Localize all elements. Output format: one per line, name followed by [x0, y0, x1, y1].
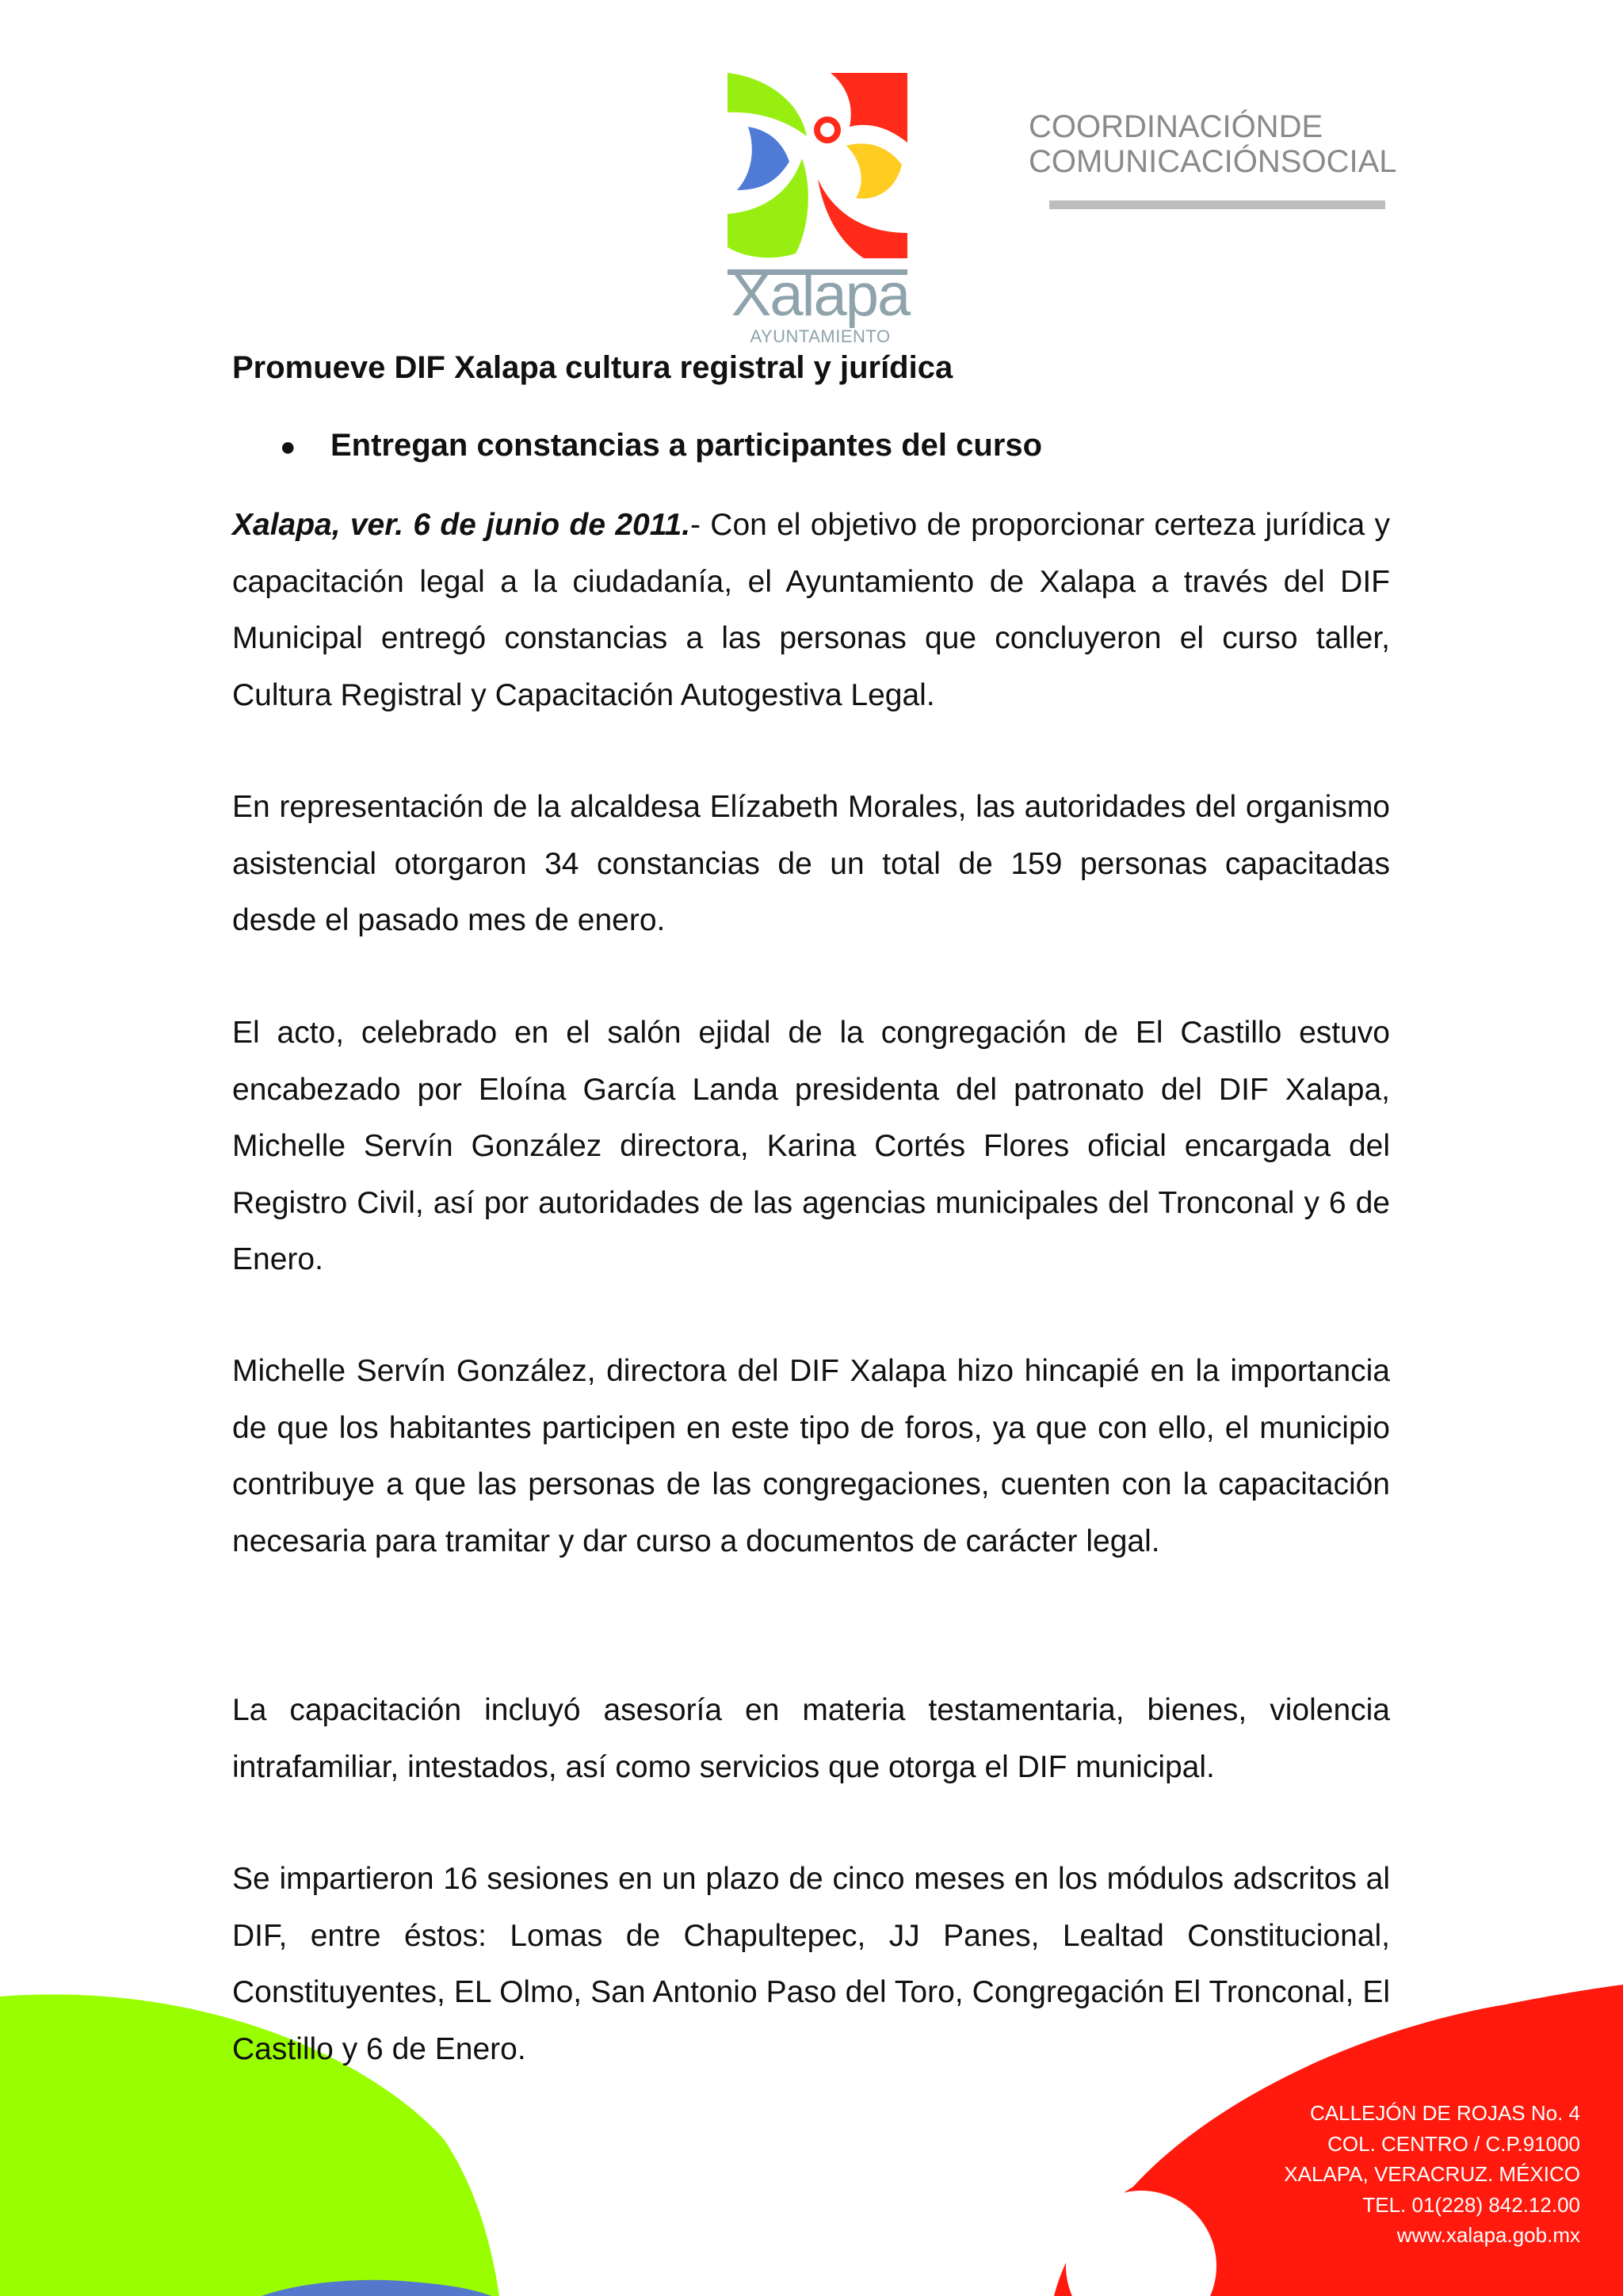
- article-bullet: [280, 426, 1042, 466]
- address-website[interactable]: www.xalapa.gob.mx: [1396, 2223, 1580, 2247]
- footer-address: [1284, 2098, 1580, 2251]
- department-divider: [1049, 200, 1385, 209]
- paragraph-5: Se impartieron 16 sesiones en un plazo de cinco meses en los módulos adscritos al DIF, entre éstos: Lomas de Chapultepec, JJ Panes, Lealtad Constitucional, Constituyentes, EL Olmo, San Antonio Paso del Toro, Congregación El Tronconal, El Castillo y 6 de Enero.: [232, 1862, 1390, 2066]
- department-heading: [1029, 109, 1397, 179]
- lead-text: - Con el objetivo de proporcionar certeza jurídica y capacitación legal a la ciudadanía, el Ayuntamiento de Xalapa a través del DIF Municipal entregó constancias a las personas que concluyeron el curso taller, Cultura Registral y Capacitación Autogestiva Legal.: [232, 508, 1390, 712]
- logo-subtitle: AYUNTAMIENTO: [750, 326, 891, 346]
- paragraph-3: Michelle Servín González, directora del DIF Xalapa hizo hincapié en la importancia de que los habitantes participen en este tipo de foros, ya que con ello, el municipio contribuye a que las personas de las congregaciones, cuenten con la capacitación necesaria para tramitar y dar curso a documentos de carácter legal.: [232, 1354, 1390, 1558]
- lead-paragraph: [232, 497, 1390, 723]
- department-line-2: COMUNICACIÓNSOCIAL: [1029, 144, 1397, 179]
- address-line-2: COL. CENTRO / C.P.91000: [1327, 2131, 1580, 2156]
- department-line-1: COORDINACIÓNDE: [1029, 109, 1323, 144]
- logo-wordmark: Xalapa: [731, 261, 910, 329]
- address-phone: TEL. 01(228) 842.12.00: [1362, 2192, 1580, 2217]
- bullet-dot-icon: ●: [280, 432, 296, 462]
- paragraph-2: El acto, celebrado en el salón ejidal de la congregación de El Castillo estuvo encabezado por Eloína García Landa presidenta del patronato del DIF Xalapa, Michelle Servín González directora, Karina Cortés Flores oficial encargada del Registro Civil, así por autoridades de las agencias municipales del Tronconal y 6 de Enero.: [232, 1016, 1390, 1276]
- bullet-text: Entregan constancias a participantes del curso: [330, 428, 1043, 463]
- paragraph-1: En representación de la alcaldesa Elízabeth Morales, las autoridades del organismo asistencial otorgaron 34 constancias de un total de 159 personas capacitadas desde el pasado mes de enero.: [232, 790, 1390, 937]
- dateline: Xalapa, ver. 6 de junio de 2011.: [232, 508, 691, 542]
- article-headline: Promueve DIF Xalapa cultura registral y jurídica: [232, 350, 953, 385]
- address-line-1: CALLEJÓN DE ROJAS No. 4: [1310, 2101, 1580, 2125]
- paragraph-4: La capacitación incluyó asesoría en materia testamentaria, bienes, violencia intrafamiliar, intestados, así como servicios que otorga el DIF municipal.: [232, 1693, 1390, 1784]
- address-line-3: XALAPA, VERACRUZ. MÉXICO: [1284, 2162, 1580, 2186]
